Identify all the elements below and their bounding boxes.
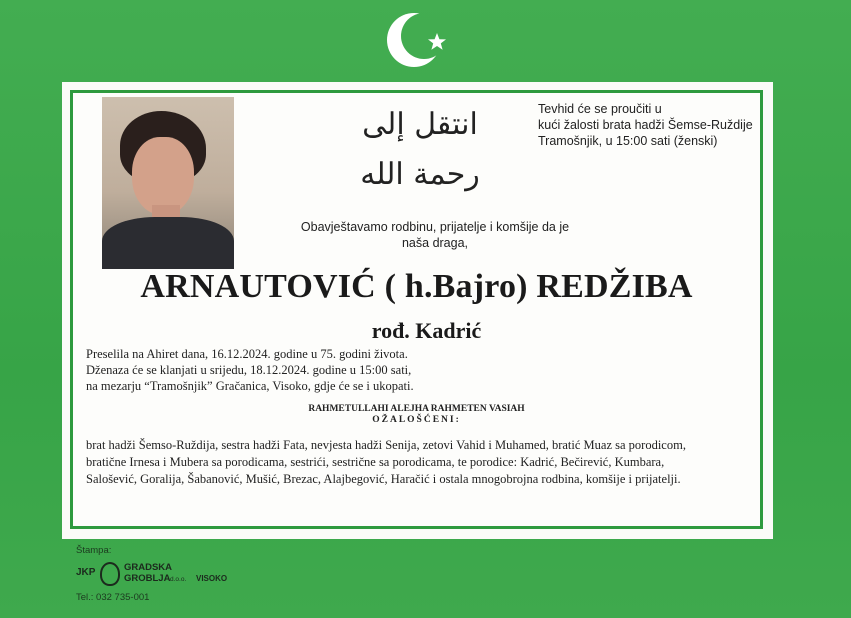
mourners-line: bratične Irnesa i Mubera sa porodicama, sestrići, sestrične sa porodicama, te porodice: Kadrić, Bečirević, Kumbara, (86, 455, 665, 469)
mourners-list (86, 437, 752, 488)
tevhid-info (538, 101, 768, 149)
crescent-star-icon (386, 9, 448, 71)
logo-line2: GROBLJA (124, 573, 171, 584)
details-line: Preselila na Ahiret dana, 16.12.2024. godine u 75. godini života. (86, 347, 408, 361)
intro-text (270, 219, 600, 251)
logo-line1: GRADSKA (124, 562, 173, 573)
deceased-name: ARNAUTOVIĆ ( h.Bajro) REDŽIBA (140, 268, 693, 305)
mourners-line: Salošević, Goralija, Šabanović, Mušić, Brezac, Alajbegović, Haračić i ostala mnogobrojna rodbina, komšije i prijatelji. (86, 472, 681, 486)
printer-label: Štampa: (76, 545, 112, 556)
intro-line: naša draga, (401, 236, 469, 250)
arabic-heading: انتقل إلى رحمة الله (360, 107, 480, 192)
deceased-portrait (102, 97, 234, 269)
mourners-heading: OŽALOŠĆENI: (372, 415, 461, 425)
tevhid-line: Tevhid će se proučiti u (538, 102, 662, 116)
printer-logo (76, 560, 246, 590)
tevhid-line: kući žalosti brata hadži Šemse-Ruždije (538, 118, 753, 132)
logo-suffix: d.o.o. (170, 576, 187, 583)
cemetery-emblem-icon (100, 562, 120, 586)
intro-line: Obavještavamo rodbinu, prijatelje i komšije da je (300, 220, 570, 234)
logo-city: VISOKO (196, 574, 228, 583)
details-line: Dženaza će se klanjati u srijedu, 18.12.2024. godine u 15:00 sati, (86, 363, 412, 377)
mourners-line: brat hadži Šemso-Ruždija, sestra hadži Fata, nevjesta hadži Senija, zetovi Vahid i Muhamed, bratić Muaz sa porodicom, (86, 438, 686, 452)
tevhid-line: Tramošnjik, u 15:00 sati (ženski) (538, 134, 718, 148)
maiden-name: rođ. Kadrić (371, 318, 482, 343)
details-line: na mezarju “Tramošnjik” Gračanica, Visoko, gdje će se i ukopati. (86, 379, 414, 393)
rahmet-prayer: RAHMETULLAHI ALEJHA RAHMETEN VASIAH (308, 404, 525, 414)
logo-prefix: JKP (76, 567, 96, 578)
funeral-details (86, 346, 586, 394)
printer-phone: Tel.: 032 735-001 (76, 592, 150, 603)
